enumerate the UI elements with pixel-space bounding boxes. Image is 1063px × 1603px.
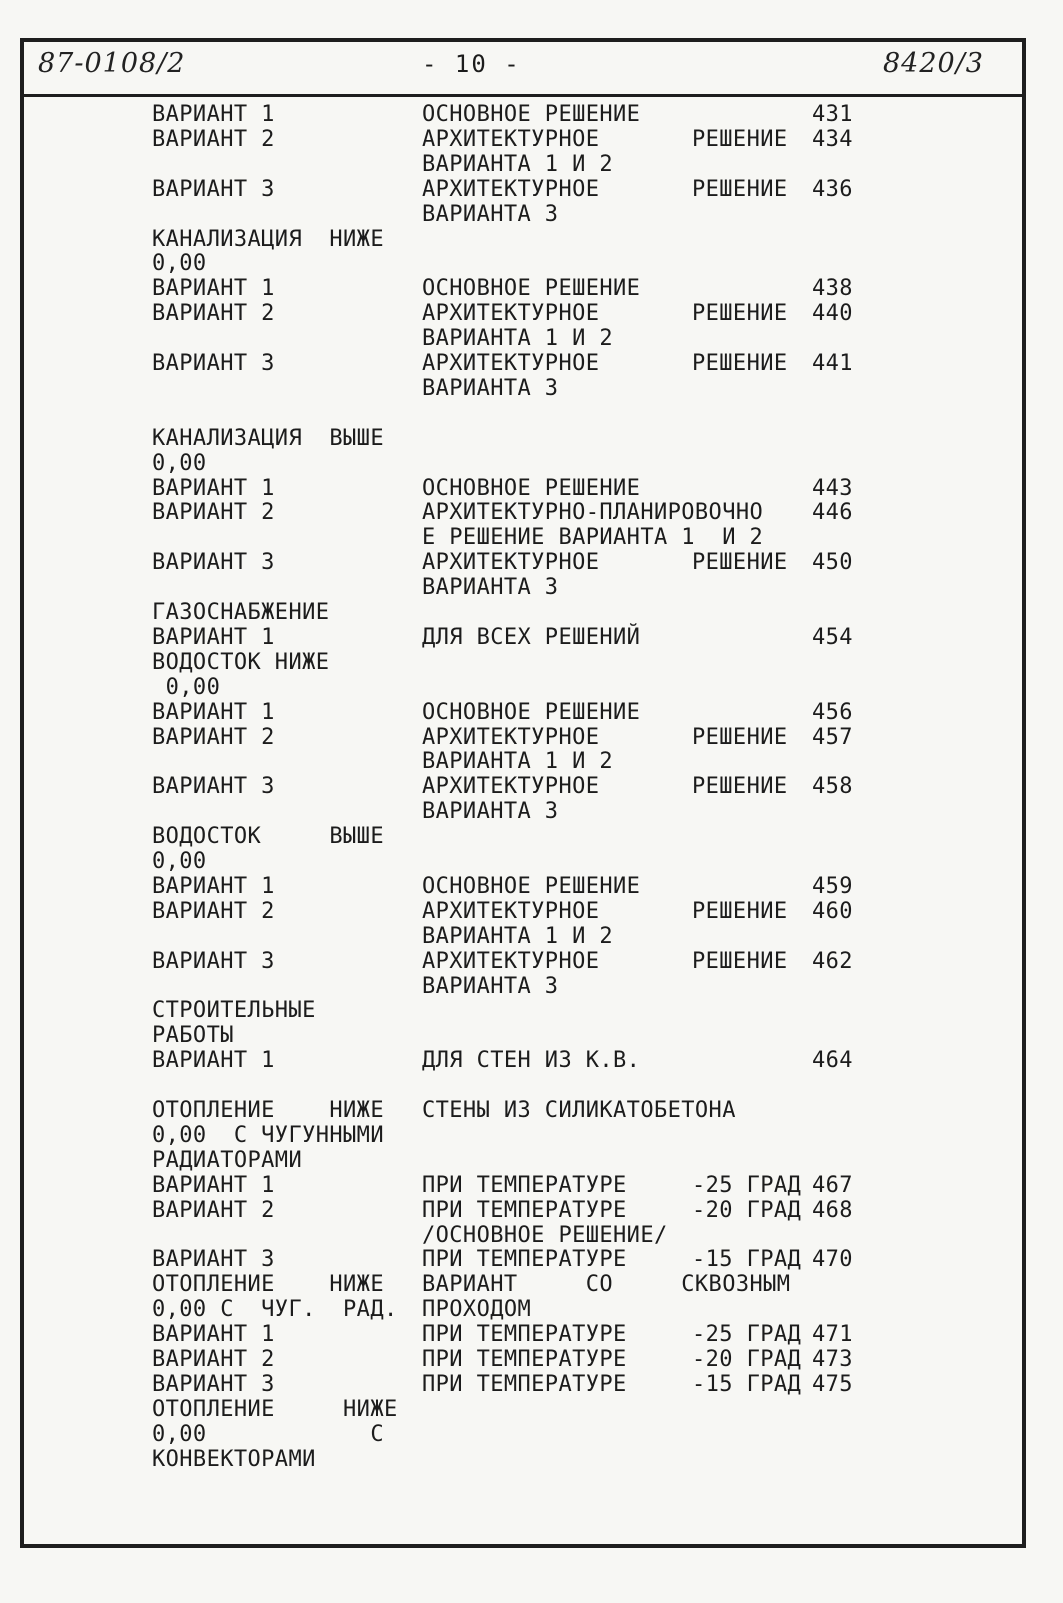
line-a: ОТОПЛЕНИЕ НИЖЕ (152, 1396, 398, 1422)
line-a: ВАРИАНТ 3 (152, 1371, 275, 1397)
line-a: ВАРИАНТ 3 (152, 550, 275, 576)
line-b: ВАРИАНТА 3 (422, 201, 559, 227)
line-a: РАБОТЫ (152, 1023, 234, 1049)
line-b: АРХИТЕКТУРНОЕ (422, 774, 600, 800)
line-b: ПРИ ТЕМПЕРАТУРЕ (422, 1347, 627, 1372)
line-a: ВАРИАНТ 1 (152, 276, 275, 302)
line-c: -20 ГРАД (692, 1347, 802, 1372)
line-b: Е РЕШЕНИЕ ВАРИАНТА 1 И 2 (422, 525, 764, 551)
line-b: АРХИТЕКТУРНОЕ (422, 126, 600, 152)
line-n: 464 (812, 1048, 853, 1074)
line-c: РЕШЕНИЕ (692, 774, 788, 800)
line-a: ВАРИАНТ 3 (152, 351, 275, 376)
line-a: ВАРИАНТ 1 (152, 624, 275, 650)
line-a: КАНАЛИЗАЦИЯ НИЖЕ (152, 226, 384, 252)
line-n: 456 (812, 699, 853, 725)
line-b: ВАРИАНТА 1 И 2 (422, 151, 614, 177)
line-a: ВАРИАНТ 3 (152, 1247, 275, 1273)
line-a: ВАРИАНТ 1 (152, 475, 275, 501)
line-n: 462 (812, 948, 853, 974)
line-b: АРХИТЕКТУРНОЕ (422, 176, 600, 202)
line-b: АРХИТЕКТУРНОЕ (422, 948, 600, 974)
line-n: 460 (812, 898, 853, 924)
line-b: ОСНОВНОЕ РЕШЕНИЕ (422, 699, 641, 725)
line-a: ВАРИАНТ 1 (152, 1322, 275, 1348)
line-c: РЕШЕНИЕ (692, 550, 788, 576)
line-a: 0,00 С ЧУГ. РАД. (152, 1297, 398, 1323)
line-n: 457 (812, 724, 853, 750)
line-n: 473 (812, 1347, 853, 1372)
line-b: АРХИТЕКТУРНОЕ (422, 351, 600, 376)
line-b: ВАРИАНТА 3 (422, 973, 559, 999)
line-a: КОНВЕКТОРАМИ (152, 1446, 316, 1472)
line-a: ВАРИАНТ 2 (152, 1347, 275, 1372)
line-a: ВАРИАНТ 1 (152, 699, 275, 725)
line-a: ВАРИАНТ 2 (152, 1197, 275, 1223)
sheet-code: 8420/3 (883, 48, 984, 79)
line-n: 446 (812, 500, 853, 526)
line-n: 470 (812, 1247, 853, 1273)
line-n: 434 (812, 126, 853, 152)
line-n: 475 (812, 1371, 853, 1397)
line-c: РЕШЕНИЕ (692, 301, 788, 327)
line-b: ОСНОВНОЕ РЕШЕНИЕ (422, 475, 641, 501)
line-b: /ОСНОВНОЕ РЕШЕНИЕ/ (422, 1222, 668, 1248)
document-code: 87-0108/2 (38, 48, 186, 79)
line-a: 0,00 С (152, 1421, 384, 1447)
line-b: ПРОХОДОМ (422, 1297, 532, 1323)
line-b: ПРИ ТЕМПЕРАТУРЕ (422, 1371, 627, 1397)
line-n: 454 (812, 624, 853, 650)
line-c: -20 ГРАД (692, 1197, 802, 1223)
line-b: АРХИТЕКТУРНОЕ (422, 301, 600, 327)
line-n: 440 (812, 301, 853, 327)
line-b: ДЛЯ ВСЕХ РЕШЕНИЙ (422, 624, 641, 650)
line-n: 438 (812, 276, 853, 302)
line-b: АРХИТЕКТУРНОЕ (422, 898, 600, 924)
line-c: РЕШЕНИЕ (692, 351, 788, 376)
line-a: ВАРИАНТ 1 (152, 1172, 275, 1198)
page-number: - 10 - (422, 50, 521, 78)
line-a: ОТОПЛЕНИЕ НИЖЕ (152, 1272, 384, 1298)
line-a: ВАРИАНТ 1 (152, 1048, 275, 1074)
line-a: ВАРИАНТ 2 (152, 724, 275, 750)
line-b: ПРИ ТЕМПЕРАТУРЕ (422, 1247, 627, 1273)
line-a: ВАРИАНТ 2 (152, 898, 275, 924)
line-b: ПРИ ТЕМПЕРАТУРЕ (422, 1172, 627, 1198)
line-n: 459 (812, 873, 853, 899)
line-a: ВАРИАНТ 1 (152, 102, 275, 127)
line-a: ОТОПЛЕНИЕ НИЖЕ (152, 1098, 384, 1123)
line-b: ВАРИАНТА 3 (422, 375, 559, 401)
line-c: РЕШЕНИЕ (692, 126, 788, 152)
line-b: АРХИТЕКТУРНОЕ (422, 550, 600, 576)
line-a: ВАРИАНТ 2 (152, 301, 275, 327)
line-b: ОСНОВНОЕ РЕШЕНИЕ (422, 276, 641, 302)
line-b: АРХИТЕКТУРНО-ПЛАНИРОВОЧНО (422, 500, 764, 526)
line-b: ВАРИАНТА 3 (422, 799, 559, 825)
line-a: ВАРИАНТ 3 (152, 774, 275, 800)
line-a: 0,00 (152, 251, 207, 277)
line-a: ВАРИАНТ 3 (152, 176, 275, 202)
line-n: 467 (812, 1172, 853, 1198)
line-a: ВОДОСТОК ВЫШЕ (152, 824, 384, 850)
line-b: ВАРИАНТА 1 И 2 (422, 923, 614, 949)
line-c: -15 ГРАД (692, 1371, 802, 1397)
line-c: -25 ГРАД (692, 1322, 802, 1348)
line-a: ВАРИАНТ 1 (152, 873, 275, 899)
line-c: -15 ГРАД (692, 1247, 802, 1273)
line-n: 441 (812, 351, 853, 376)
line-a: ГАЗОСНАБЖЕНИЕ (152, 600, 330, 625)
line-a: ВОДОСТОК НИЖЕ (152, 649, 330, 675)
line-c: РЕШЕНИЕ (692, 948, 788, 974)
line-a: СТРОИТЕЛЬНЫЕ (152, 998, 316, 1024)
line-b: ВАРИАНТА 1 И 2 (422, 749, 614, 775)
page-header (24, 42, 1022, 97)
line-b: АРХИТЕКТУРНОЕ (422, 724, 600, 750)
line-c: РЕШЕНИЕ (692, 898, 788, 924)
line-n: 431 (812, 102, 853, 127)
line-c: РЕШЕНИЕ (692, 176, 788, 202)
document-sheet (20, 38, 1026, 1548)
line-a: КАНАЛИЗАЦИЯ ВЫШЕ (152, 425, 384, 451)
line-a: 0,00 (152, 849, 207, 874)
line-a: ВАРИАНТ 2 (152, 126, 275, 152)
line-c: РЕШЕНИЕ (692, 724, 788, 750)
line-n: 468 (812, 1197, 853, 1223)
line-b: ВАРИАНТ СО СКВОЗНЫМ (422, 1272, 791, 1298)
line-a: 0,00 (152, 674, 221, 700)
line-n: 436 (812, 176, 853, 202)
line-n: 458 (812, 774, 853, 800)
line-a: 0,00 (152, 450, 207, 476)
line-a: РАДИАТОРАМИ (152, 1147, 303, 1173)
line-n: 450 (812, 550, 853, 576)
line-n: 443 (812, 475, 853, 501)
line-b: ВАРИАНТА 3 (422, 575, 559, 601)
line-b: ВАРИАНТА 1 И 2 (422, 326, 614, 352)
line-b: ПРИ ТЕМПЕРАТУРЕ (422, 1322, 627, 1348)
line-b: ПРИ ТЕМПЕРАТУРЕ (422, 1197, 627, 1223)
line-b: ОСНОВНОЕ РЕШЕНИЕ (422, 873, 641, 899)
line-a: 0,00 С ЧУГУННЫМИ (152, 1122, 384, 1148)
line-n: 471 (812, 1322, 853, 1348)
line-a: ВАРИАНТ 2 (152, 500, 275, 526)
line-b: ОСНОВНОЕ РЕШЕНИЕ (422, 102, 641, 127)
line-b: СТЕНЫ ИЗ СИЛИКАТОБЕТОНА (422, 1098, 736, 1123)
line-a: ВАРИАНТ 3 (152, 948, 275, 974)
line-b: ДЛЯ СТЕН ИЗ К.В. (422, 1048, 641, 1074)
line-c: -25 ГРАД (692, 1172, 802, 1198)
